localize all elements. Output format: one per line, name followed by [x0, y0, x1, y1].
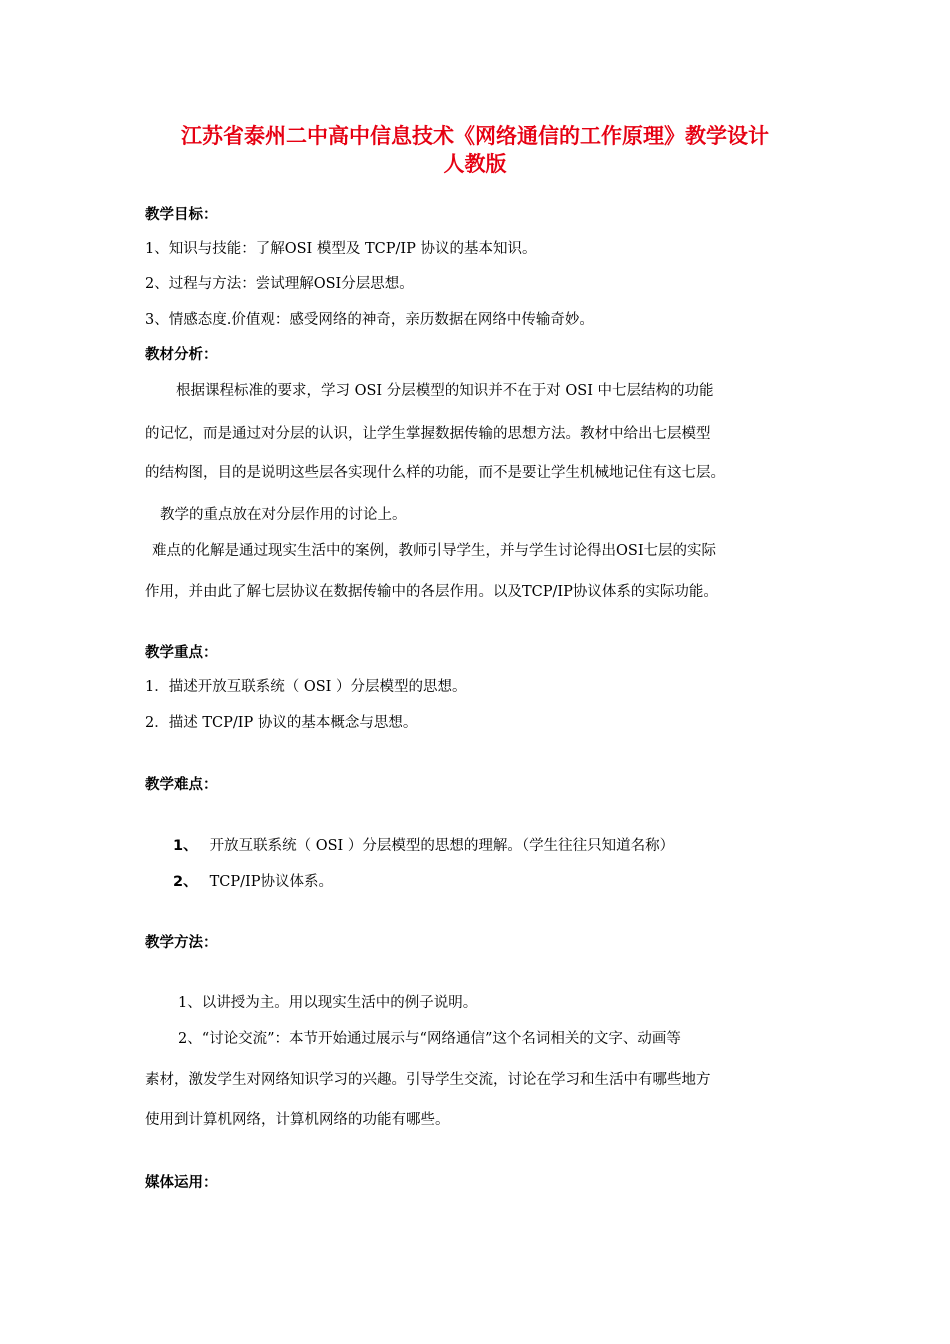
key-points-heading: 教学重点： [145, 645, 218, 661]
difficulty-number: 1、 [173, 838, 198, 854]
objectives-heading: 教学目标： [145, 207, 218, 223]
objective-item: 1、知识与技能：了解OSI 模型及 TCP/IP 协议的基本知识。 [145, 241, 537, 257]
difficulty-text: 开放互联系统（ OSI ）分层模型的思想的理解。（学生往往只知道名称） [209, 838, 675, 854]
analysis-heading: 教材分析： [145, 347, 218, 363]
methods-heading: 教学方法： [145, 935, 218, 951]
difficulty-item [173, 836, 674, 856]
objective-item: 2、过程与方法：尝试理解OSI分层思想。 [145, 276, 414, 292]
objective-item: 3、情感态度.价值观：感受网络的神奇，亲历数据在网络中传输奇妙。 [145, 312, 594, 328]
analysis-line: 教学的重点放在对分层作用的讨论上。 [160, 507, 407, 523]
analysis-line: 难点的化解是通过现实生活中的案例，教师引导学生，并与学生讨论得出OSI七层的实际 [152, 543, 717, 559]
method-line: 1、以讲授为主。用以现实生活中的例子说明。 [178, 995, 478, 1011]
method-line: 素材，激发学生对网络知识学习的兴趣。引导学生交流，讨论在学习和生活中有哪些地方 [145, 1072, 711, 1088]
difficulties-heading: 教学难点： [145, 777, 218, 793]
difficulty-number: 2、 [173, 874, 198, 890]
key-point-item: 1．描述开放互联系统（ OSI ）分层模型的思想。 [145, 679, 467, 695]
analysis-line: 根据课程标准的要求，学习 OSI 分层模型的知识并不在于对 OSI 中七层结构的功能 [176, 383, 714, 399]
media-heading: 媒体运用： [145, 1175, 218, 1191]
difficulty-text: TCP/IP协议体系。 [209, 874, 333, 890]
method-line: 使用到计算机网络，计算机网络的功能有哪些。 [145, 1112, 450, 1128]
document-title-line1: 江苏省泰州二中高中信息技术《网络通信的工作原理》教学设计 [181, 124, 769, 148]
analysis-line: 的记忆，而是通过对分层的认识，让学生掌握数据传输的思想方法。教材中给出七层模型 [145, 426, 711, 442]
difficulty-item [173, 872, 333, 892]
document-title-line2: 人教版 [443, 152, 507, 176]
analysis-line: 的结构图，目的是说明这些层各实现什么样的功能，而不是要让学生机械地记住有这七层。 [145, 465, 725, 481]
key-point-item: 2．描述 TCP/IP 协议的基本概念与思想。 [145, 715, 418, 731]
method-line: 2、“讨论交流”：本节开始通过展示与“网络通信”这个名词相关的文字、动画等 [178, 1031, 681, 1047]
analysis-line: 作用，并由此了解七层协议在数据传输中的各层作用。以及TCP/IP协议体系的实际功能。 [145, 584, 718, 600]
